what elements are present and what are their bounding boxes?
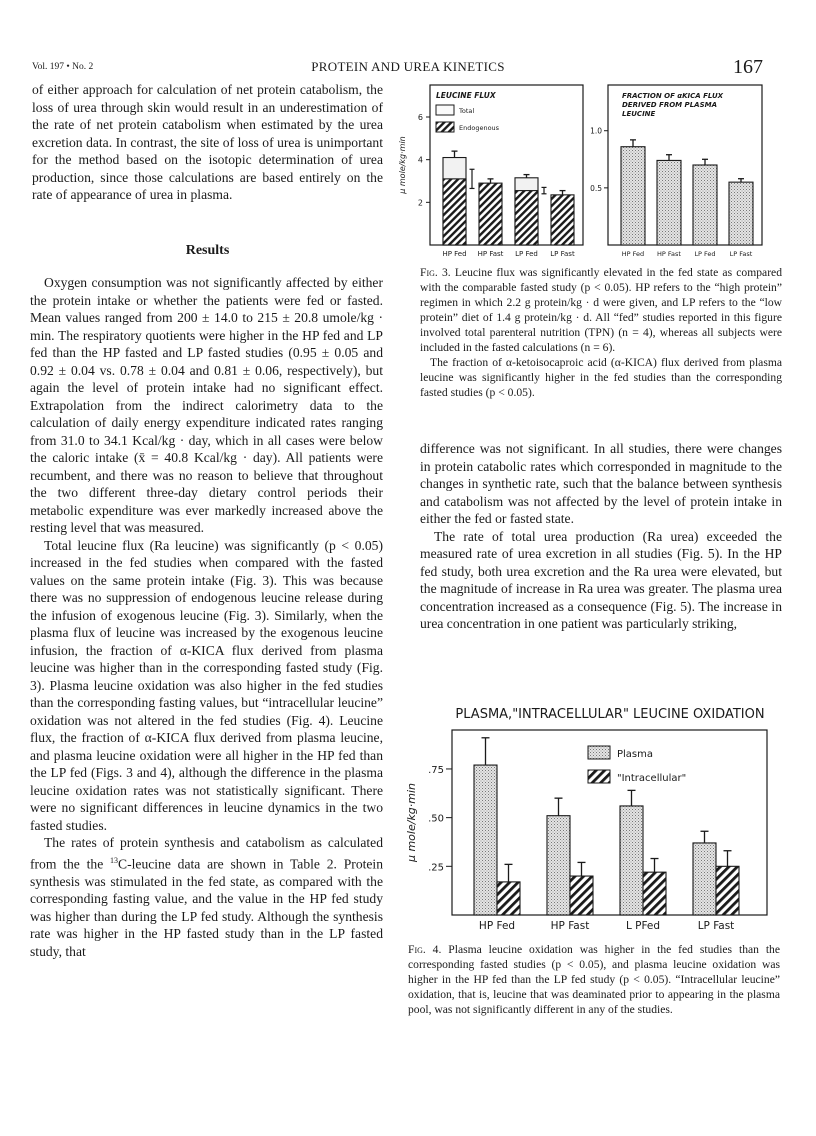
chart-title: LEUCINE FLUX: [436, 91, 496, 100]
running-title: PROTEIN AND UREA KINETICS: [311, 59, 505, 74]
paragraph: of either approach for calculation of net protein catabolism, the loss of urea through skin would result in an underestimation of the rate of net protein catabolism when estimated by the urea excretion data. In contrast, the site of loss of urea is unimportant for the method based on the isotopic determination of urea production, since those calculations are based entirely on the rate of appearance of urea in plasma.: [32, 82, 383, 202]
leucine-flux-panel: [398, 85, 583, 258]
x-tick-label: HP Fast: [657, 250, 681, 258]
bar-plasma: [620, 806, 643, 915]
x-tick-label: LP Fast: [697, 920, 735, 932]
page-number: 167: [733, 56, 763, 78]
x-tick-label: LP Fed: [694, 250, 716, 258]
legend-label: "Intracellular": [617, 773, 687, 784]
paragraph-text: The rates of protein synthesis and catabolism as calculated from the the: [30, 835, 383, 872]
x-tick-label: HP Fed: [442, 250, 467, 258]
caption-paragraph: [408, 942, 780, 1017]
superscript: 13: [110, 855, 119, 865]
legend-label: Total: [459, 107, 475, 115]
bar-endogenous: [443, 179, 466, 245]
bar-intracellular: [497, 882, 520, 915]
x-tick-label: HP Fed: [478, 920, 516, 932]
y-tick-label: .50: [428, 813, 444, 825]
caption-paragraph: The fraction of α-ketoisocaproic acid (α-KICA) flux derived from plasma leucine was significantly higher in the fed studies than the corresponding fasted studies (p < 0.05).: [420, 356, 782, 399]
y-tick-label: 6: [417, 113, 423, 122]
kica-fraction-panel: [590, 85, 762, 258]
paragraph: difference was not significant. In all studies, there were changes in protein catabolic rates which corresponded in magnitude to the changes in synthetic rate, such that the balance between synthesis and catabolism was not affected by the level of protein intake in either the fed or fasted state.: [420, 441, 782, 526]
legend-swatch-plasma: [588, 746, 610, 759]
y-tick-label: 4: [417, 155, 423, 165]
chart-title-line: DERIVED FROM PLASMA: [622, 101, 717, 109]
right-column-body: [420, 440, 782, 633]
caption-paragraph: [420, 265, 782, 355]
y-axis-label: µ mole/kg·min: [398, 136, 407, 194]
section-heading-results: Results: [185, 243, 230, 258]
y-tick-label: .75: [428, 764, 444, 776]
bar-fraction: [693, 165, 717, 245]
x-tick-label: L PFed: [625, 920, 661, 932]
paragraph: Oxygen consumption was not significantly affected by either the protein intake or whether the patients were fed or fasted. Mean values ranged from 200 ± 14.0 to 215 ± 20.8 umole/kg · min. The respiratory quotients were higher in the HP fed and LP fed than the HP fasted and LP fasted studies (0.95 ± 0.05 and 0.92 ± 0.04 vs. 0.78 ± 0.04 and 0.81 ± 0.06, respectively), but again the level of protein intake had no significant effect. Extrapolation from the indirect calorimetry data to the calculation of daily energy expenditure indicated rates ranging from 31.0 to 34.1 Kcal/kg · day, which in all cases were below the caloric intake (x̄ = 40.8 Kcal/kg · day). All patients were recumbent, and there was no reason to believe that throughout the two different three-day dietary control periods their metabolic expenditure was ever markedly increased above the resting level that was measured.: [30, 275, 383, 535]
bar-endogenous: [551, 195, 574, 245]
legend-label: Endogenous: [459, 124, 500, 132]
paragraph: Total leucine flux (Ra leucine) was significantly (p < 0.05) increased in the fed studies when compared with the fasted values on the same protein intake (Fig. 3). This was because there was no suppression of endogenous leucine release during the infusion of exogenous leucine (Fig. 3). Similarly, when the plasma flux of leucine was increased by the exogenous leucine infusion, the fraction of α-KICA flux derived from plasma leucine was higher than in the corresponding fasted study (Fig. 3). Plasma leucine oxidation was also higher in the fed studies than the corresponding fasting values, but “intracellular leucine” oxidation was not altered in the fed studies (Fig. 4). Leucine flux, the fraction of α-KICA flux derived from plasma leucine, and plasma leucine oxidation were all higher in the HP fed than the LP fed (Figs. 3 and 4), although the difference in the plasma leucine oxidation rates was not statistically significant. There were no significant differences in leucine dynamics in the two fasted studies.: [30, 537, 383, 833]
leucine-oxidation-panel: [405, 707, 767, 932]
y-axis-label: µ mole/kg·min: [405, 782, 418, 863]
x-tick-label: LP Fed: [515, 250, 538, 258]
paragraph: [30, 834, 383, 960]
caption-label: Fig. 4.: [408, 943, 442, 956]
y-tick-label: .25: [428, 862, 444, 874]
chart-title: PLASMA,"INTRACELLULAR" LEUCINE OXIDATION: [455, 707, 765, 722]
caption-text: Leucine flux was significantly elevated in the fed state as compared with the comparable fasted study (p < 0.05). HP refers to the “high protein” regimen in which 2.2 g protein/kg · d were given, and LP refers to the “low protein” diet of 1.4 g protein/kg · d. All “fed” studies reported in this figure involved total parenteral nutrition (TPN) (n = 4), whereas all subjects were included in the fasted calculations (n = 6).: [420, 266, 782, 354]
figure-4-chart: [395, 698, 785, 938]
bar-fraction: [729, 182, 753, 245]
bar-endogenous: [479, 183, 502, 245]
legend-label: Plasma: [617, 749, 654, 760]
legend-swatch-endogenous: [436, 122, 454, 132]
bar-intracellular: [570, 876, 593, 915]
x-tick-label: LP Fast: [550, 250, 575, 258]
bar-plasma: [547, 816, 570, 915]
bar-endogenous: [515, 191, 538, 245]
chart-title-line: LEUCINE: [622, 110, 656, 118]
legend-swatch-intracellular: [588, 770, 610, 783]
figure-3-caption: [420, 265, 782, 400]
x-tick-label: LP Fast: [729, 250, 753, 258]
bar-intracellular: [643, 872, 666, 915]
figure-4: [395, 698, 785, 938]
paragraph: The rate of total urea production (Ra urea) exceeded the measured rate of urea excretion in all studies (Fig. 5). In the HP fed study, both urea excretion and the Ra urea were elevated, but the magnitude of increase in Ra urea was greater. The plasma urea concentration increased as a consequence (Fig. 5). The increase in urea concentration in one patient was particularly striking,: [420, 528, 782, 631]
caption-text: Plasma leucine oxidation was higher in the fed studies than the corresponding fasted studies (p < 0.05), and plasma leucine oxidation was higher in the HP fed than the LP fed study (p < 0.05). “Intracellular leucine” oxidation, that is, leucine that was deaminated prior to appearing in the plasma pool, was not significantly different in any of the studies.: [408, 943, 780, 1016]
bar-fraction: [657, 160, 681, 245]
left-column-top: [32, 81, 383, 204]
bar-plasma: [693, 843, 716, 915]
y-tick-label: 1.0: [590, 126, 602, 136]
legend-swatch-total: [436, 105, 454, 115]
caption-label: Fig. 3.: [420, 266, 451, 279]
y-tick-label: 2: [417, 198, 423, 208]
left-column-body: [30, 274, 383, 960]
y-tick-label: 0.5: [590, 183, 602, 193]
x-tick-label: HP Fast: [477, 250, 504, 258]
bar-plasma: [474, 765, 497, 915]
bar-fraction: [621, 147, 645, 245]
paragraph-text: C-leucine data are shown in Table 2. Protein synthesis was stimulated in the fed state, as compared with the corresponding fasting value, and the value in the HP fed study was higher than during the LP fed study. Although the synthesis rate was higher in the HP fasted study than in the LP fasted study, that: [30, 856, 383, 959]
figure-4-caption: [408, 942, 780, 1017]
figure-3-chart: [395, 78, 775, 263]
figure-3: [395, 78, 775, 263]
bar-intracellular: [716, 866, 739, 915]
x-tick-label: HP Fast: [550, 920, 590, 932]
x-tick-label: HP Fed: [621, 250, 645, 258]
chart-title-line: FRACTION OF αKICA FLUX: [622, 92, 724, 100]
journal-volume: Vol. 197 • No. 2: [32, 62, 94, 72]
